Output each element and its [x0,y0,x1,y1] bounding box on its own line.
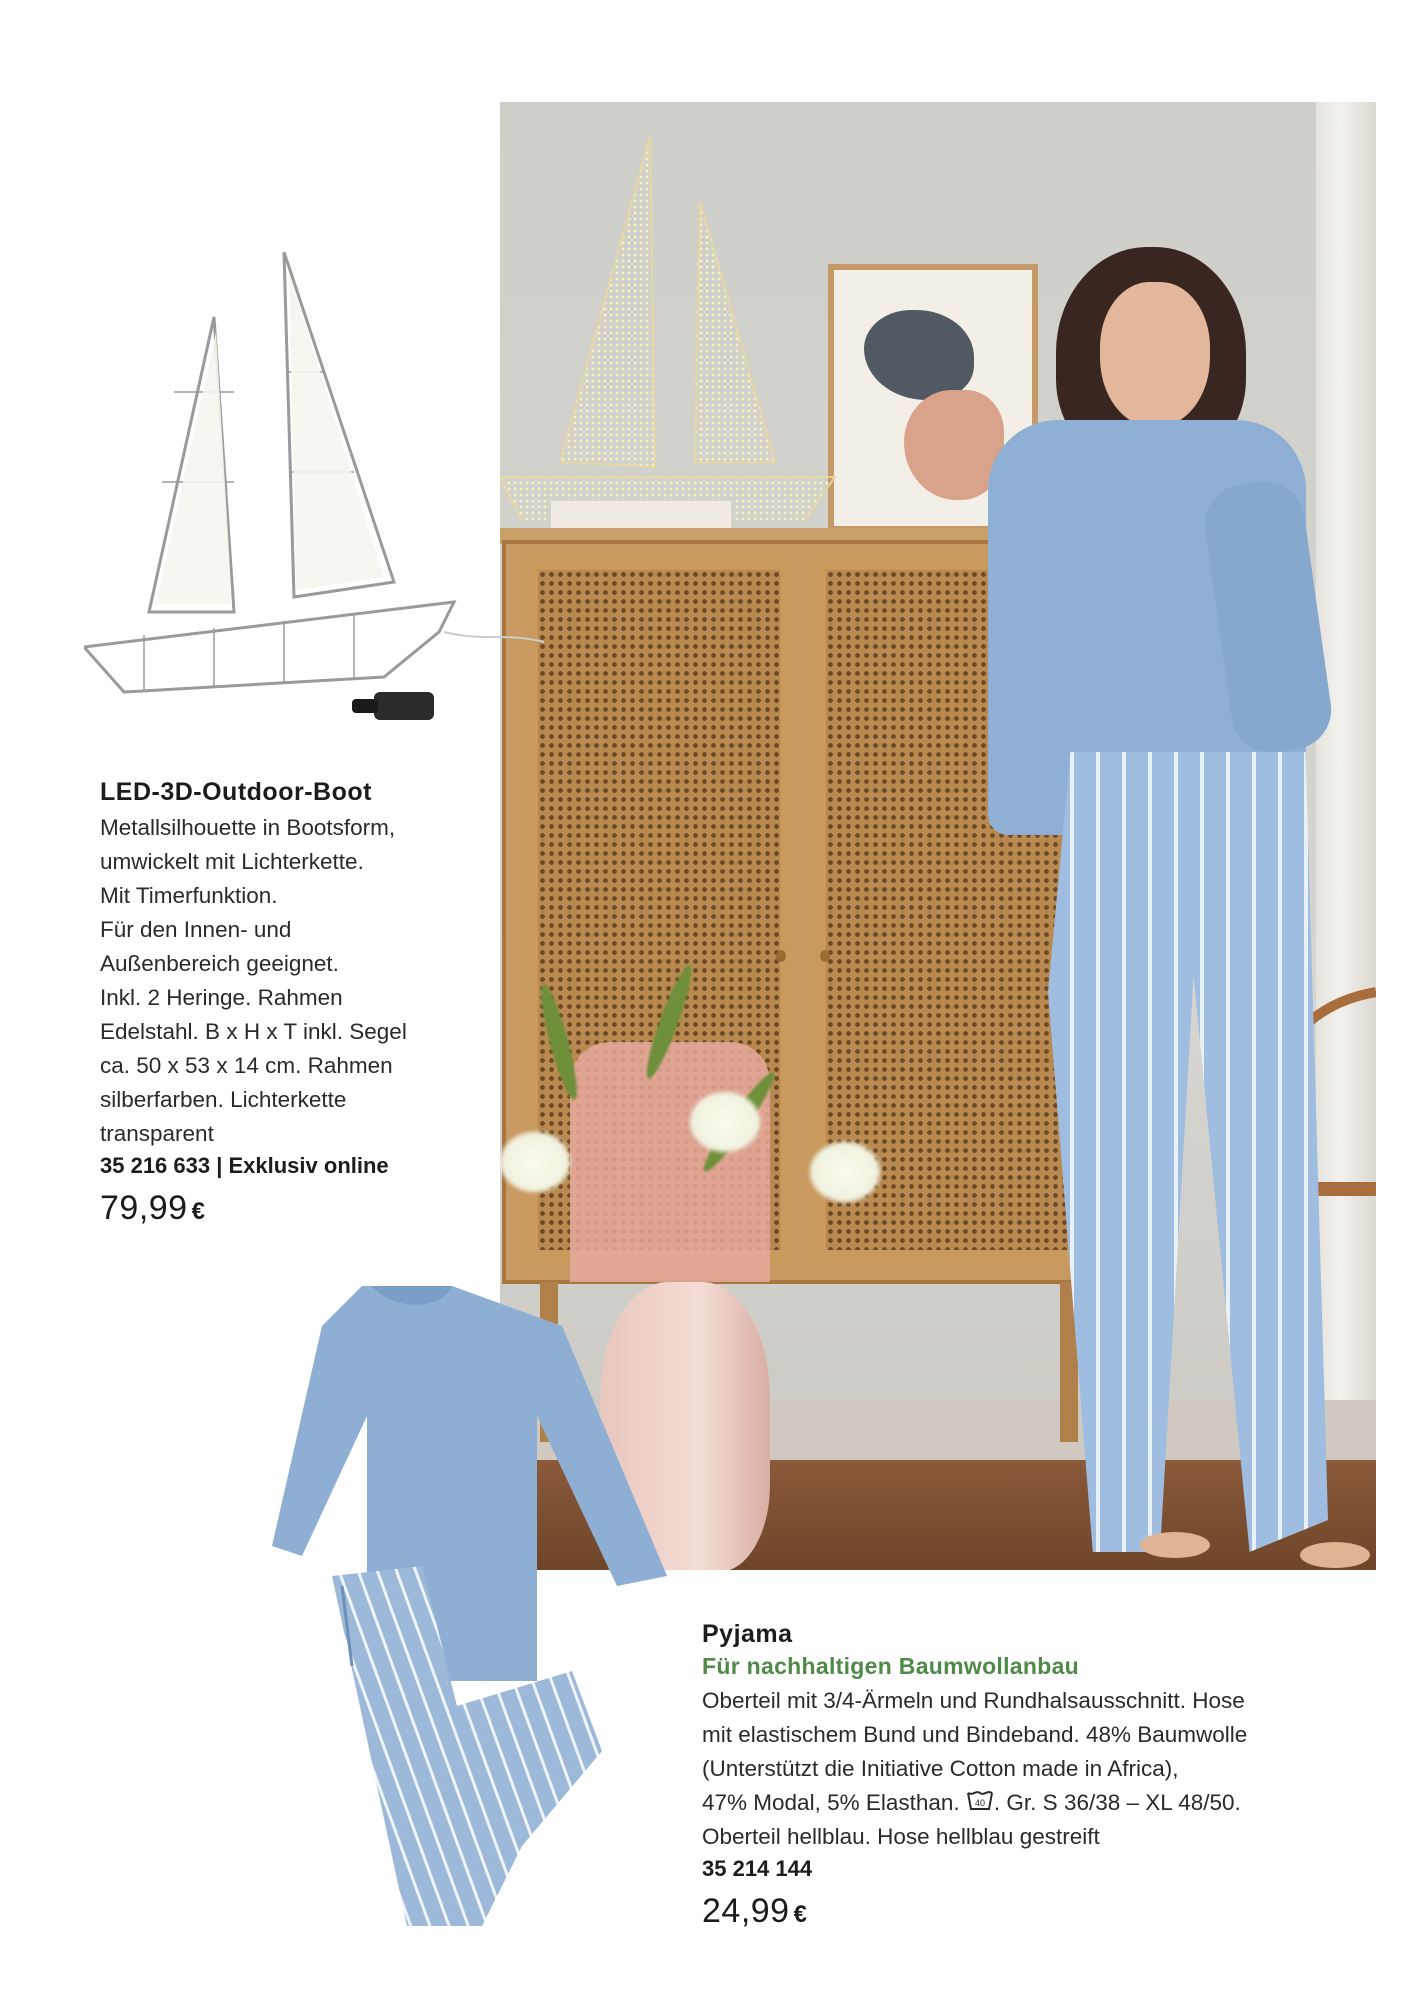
flower [690,1092,760,1152]
books [550,500,732,530]
model-face [1100,282,1210,427]
boat-price-currency: € [191,1198,206,1225]
pyjama-description [702,1684,1342,1854]
pyjama-subtitle: Für nachhaltigen Baumwollanbau [702,1653,1080,1679]
pyjama-article-number: 35 214 144 [702,1856,813,1881]
pyjama-price-currency: € [793,1901,808,1928]
boat-price [100,1189,480,1228]
wash-40-icon [966,1789,994,1813]
boat-product-info [100,778,480,1228]
pyjama-title: Pyjama [702,1620,793,1648]
boat-article-number: 35 216 633 | Exklusiv online [100,1153,389,1178]
model-foot [1300,1542,1370,1568]
boat-description: Metallsilhouette in Bootsform, umwickelt mit Lichterkette. Mit Timerfunktion. Für den Innen- und Außenbereich geeignet. Inkl. 2 Heringe. Rahmen Edelstahl. B x H x T inkl. Segel ca. 50 x 53 x 14 cm. Rahmen silberfarben. Lichterkette transparent [100,815,407,1146]
flower [500,1132,570,1192]
pyjama-description-part1: Oberteil mit 3/4-Ärmeln und Rundhalsausschnitt. Hose mit elastischem Bund und Bindeband. 48% Baumwolle (Unterstützt die Initiative Cotton made in Africa), 47% Modal, 5% Elasthan. [702,1688,1248,1815]
boat-price-value: 79,99 [100,1189,188,1227]
pyjama-price-value: 24,99 [702,1892,790,1930]
flower [810,1142,880,1202]
pyjama-price [702,1892,1342,1931]
pyjama-product-info [702,1620,1342,1931]
pink-armchair [570,1042,770,1282]
pyjama-product-photo [272,1286,672,1926]
model-foot [1140,1532,1210,1558]
led-boat-product-photo [84,252,574,752]
pyjama-description-part2: . Gr. S 36/38 – XL 48/50. Oberteil hellblau. Hose hellblau gestreift [702,1790,1241,1849]
wash-label: 40 [974,1798,985,1808]
boat-title: LED-3D-Outdoor-Boot [100,778,372,806]
